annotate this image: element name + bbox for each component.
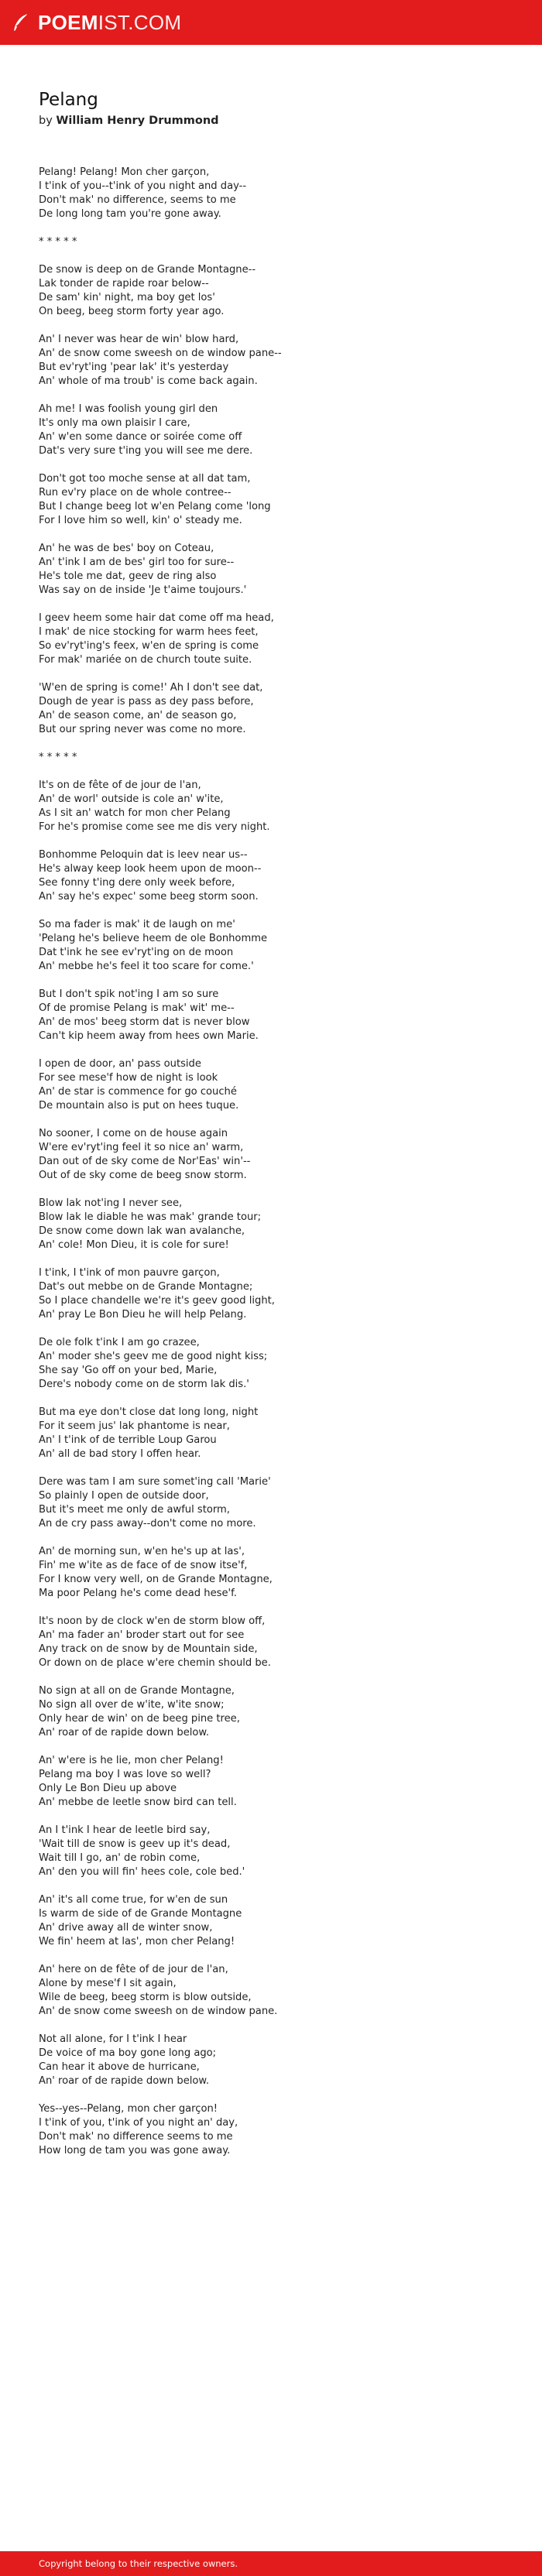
poem-line: Of de promise Pelang is mak' wit' me-- xyxy=(39,1002,235,1014)
poem-line: An' pray Le Bon Dieu he will help Pelang. xyxy=(39,1309,247,1321)
stanza xyxy=(39,2033,480,2088)
poem-line: * * * * * xyxy=(39,752,77,763)
poem-line: But it's meet me only de awful storm, xyxy=(39,1504,230,1516)
poem-line: An' de worl' outside is cole an' w'ite, xyxy=(39,793,224,805)
poem-line: I open de door, an' pass outside xyxy=(39,1058,201,1070)
poem-line: I t'ink of you--t'ink of you night and day-- xyxy=(39,180,247,192)
poem-line: * * * * * xyxy=(39,236,77,248)
poem-line: I mak' de nice stocking for warm hees feet, xyxy=(39,626,259,638)
stanza xyxy=(39,611,480,667)
stanza xyxy=(39,1684,480,1740)
poem-line: Or down on de place w'ere chemin should be. xyxy=(39,1657,271,1669)
poem-line: As I sit an' watch for mon cher Pelang xyxy=(39,807,231,819)
poem-line: Don't mak' no difference seems to me xyxy=(39,2131,233,2143)
poem-line: De mountain also is put on hees tuque. xyxy=(39,1100,239,1112)
quill-pen-icon xyxy=(11,12,31,33)
poem-line: An' t'ink I am de bes' girl too for sure-- xyxy=(39,557,235,568)
poem-line: Yes--yes--Pelang, mon cher garçon! xyxy=(39,2103,218,2115)
poem-line: I t'ink of you, t'ink of you night an' day, xyxy=(39,2117,238,2129)
author-link[interactable]: William Henry Drummond xyxy=(56,115,219,127)
stanza xyxy=(39,1127,480,1183)
stanza xyxy=(39,1057,480,1113)
stanza xyxy=(39,1406,480,1461)
poem-line: An' I t'ink of de terrible Loup Garou xyxy=(39,1434,217,1446)
poem-line: An' mebbe he's feel it too scare for come.' xyxy=(39,961,254,972)
poem-line: Only hear de win' on de beeg pine tree, xyxy=(39,1713,240,1725)
poem-line: Can hear it above de hurricane, xyxy=(39,2061,200,2073)
stanza xyxy=(39,542,480,598)
poem-line: Blow lak le diable he was mak' grande tour; xyxy=(39,1211,262,1223)
poem-line: No sign all over de w'ite, w'ite snow; xyxy=(39,1699,225,1711)
poem-line: Bonhomme Peloquin dat is leev near us-- xyxy=(39,849,248,861)
poem-line: Dat's out mebbe on de Grande Montagne; xyxy=(39,1281,253,1293)
stanza xyxy=(39,681,480,737)
poem-line: Only Le Bon Dieu up above xyxy=(39,1783,177,1794)
poem-line: Don't mak' no difference, seems to me xyxy=(39,194,236,206)
stanza xyxy=(39,235,480,249)
logo-bold-text: POEM xyxy=(38,11,98,34)
stanza xyxy=(39,1754,480,1810)
poem-line: An' drive away all de winter snow, xyxy=(39,1922,213,1934)
stanza xyxy=(39,848,480,904)
poem-line: An' roar of de rapide down below. xyxy=(39,1727,210,1738)
poem-line: An' all de bad story I offen hear. xyxy=(39,1448,201,1460)
poem-line: An' de morning sun, w'en he's up at las', xyxy=(39,1546,245,1557)
poem-line: An' moder she's geev me de good night kiss; xyxy=(39,1351,268,1362)
byline-prefix: by xyxy=(39,115,53,127)
poem-line: Dere was tam I am sure somet'ing call 'Marie' xyxy=(39,1476,271,1488)
site-logo[interactable] xyxy=(11,12,181,33)
poem-line: It's noon by de clock w'en de storm blow off, xyxy=(39,1615,266,1627)
poem-line: An' say he's expec' some beeg storm soon. xyxy=(39,891,259,903)
poem-line: Is warm de side of de Grande Montagne xyxy=(39,1908,242,1920)
poem-line: An' here on de fête of de jour de l'an, xyxy=(39,1964,228,1975)
poem-line: I geev heem some hair dat come off ma head, xyxy=(39,612,274,624)
stanza xyxy=(39,779,480,834)
stanza xyxy=(39,166,480,221)
poem-line: An' w'ere is he lie, mon cher Pelang! xyxy=(39,1755,224,1766)
poem-line: But I don't spik not'ing I am so sure xyxy=(39,988,219,1000)
poem-line: An de cry pass away--don't come no more. xyxy=(39,1518,256,1530)
poem-line: It's only ma own plaisir I care, xyxy=(39,417,190,429)
poem-line: Dan out of de sky come de Nor'Eas' win'-- xyxy=(39,1156,251,1167)
stanza xyxy=(39,918,480,974)
poem-line: An' de mos' beeg storm dat is never blow xyxy=(39,1016,250,1028)
stanza xyxy=(39,472,480,528)
stanza xyxy=(39,751,480,765)
poem-line: For I know very well, on de Grande Montagne, xyxy=(39,1574,273,1585)
poem-line: 'Wait till de snow is geev up it's dead, xyxy=(39,1838,231,1850)
poem-line: But ev'ryt'ing 'pear lak' it's yesterday xyxy=(39,361,229,373)
poem-line: But I change beeg lot w'en Pelang come 'long xyxy=(39,501,271,512)
stanza xyxy=(39,333,480,389)
stanza xyxy=(39,1824,480,1879)
poem-line: An I t'ink I hear de leetle bird say, xyxy=(39,1824,211,1836)
poem-line: We fin' heem at las', mon cher Pelang! xyxy=(39,1936,235,1947)
poem-line: Pelang ma boy I was love so well? xyxy=(39,1769,211,1780)
site-logo-text xyxy=(38,12,181,33)
stanza xyxy=(39,1963,480,2019)
poem-line: She say 'Go off on your bed, Marie, xyxy=(39,1365,218,1376)
poem-line: Dat t'ink he see ev'ryt'ing on de moon xyxy=(39,947,234,958)
poem-line: So I place chandelle we're it's geev good light, xyxy=(39,1295,275,1307)
poem-line: On beeg, beeg storm forty year ago. xyxy=(39,306,225,317)
poem-line: Dat's very sure t'ing you will see me dere. xyxy=(39,445,253,457)
stanza xyxy=(39,1893,480,1949)
poem-line: So ma fader is mak' it de laugh on me' xyxy=(39,919,235,930)
poem-line: De snow come down lak wan avalanche, xyxy=(39,1225,245,1237)
poem-body xyxy=(39,166,480,2158)
stanza xyxy=(39,2102,480,2158)
poem-title: Pelang xyxy=(39,90,98,110)
poem-line: Alone by mese'f I sit again, xyxy=(39,1978,177,1989)
poem-line: An' it's all come true, for w'en de sun xyxy=(39,1894,228,1906)
poem-line: Don't got too moche sense at all dat tam, xyxy=(39,473,251,485)
poem-line: 'Pelang he's believe heem de ole Bonhomme xyxy=(39,933,268,944)
poem-line: De voice of ma boy gone long ago; xyxy=(39,2047,217,2059)
poem-line: Ma poor Pelang he's come dead hese'f. xyxy=(39,1588,237,1599)
poem-line: Wait till I go, an' de robin come, xyxy=(39,1852,201,1864)
logo-light-text: IST.COM xyxy=(98,11,182,34)
stanza xyxy=(39,1475,480,1531)
poem-content xyxy=(0,45,480,2158)
poem-line: So plainly I open de outside door, xyxy=(39,1490,209,1502)
poem-line: Wile de beeg, beeg storm is blow outside, xyxy=(39,1992,252,2003)
poem-line: An' whole of ma troub' is come back again. xyxy=(39,375,258,387)
poem-line: 'W'en de spring is come!' Ah I don't see dat, xyxy=(39,682,263,694)
poem-line: For it seem jus' lak phantome is near, xyxy=(39,1420,230,1432)
poem-line: Blow lak not'ing I never see, xyxy=(39,1197,183,1209)
poem-line: Run ev'ry place on de whole contree-- xyxy=(39,487,232,498)
poem-line: No sooner, I come on de house again xyxy=(39,1128,228,1139)
copyright-text: Copyright belong to their respective owners. xyxy=(39,2558,238,2569)
poem-line: An' roar of de rapide down below. xyxy=(39,2075,210,2087)
poem-line: But ma eye don't close dat long long, night xyxy=(39,1406,259,1418)
poem-line: An' de season come, an' de season go, xyxy=(39,710,237,721)
poem-line: Fin' me w'ite as de face of de snow itse'f, xyxy=(39,1560,248,1571)
poem-line: Out of de sky come de beeg snow storm. xyxy=(39,1170,247,1181)
stanza xyxy=(39,1336,480,1392)
footer xyxy=(0,2551,542,2576)
poem-line: No sign at all on de Grande Montagne, xyxy=(39,1685,235,1697)
poem-line: Can't kip heem away from hees own Marie. xyxy=(39,1030,259,1042)
stanza xyxy=(39,263,480,319)
poem-line: Any track on de snow by de Mountain side, xyxy=(39,1643,258,1655)
byline xyxy=(39,113,480,128)
stanza xyxy=(39,1266,480,1322)
poem-line: Not all alone, for I t'ink I hear xyxy=(39,2033,187,2045)
stanza xyxy=(39,1197,480,1252)
top-bar xyxy=(0,0,542,45)
stanza xyxy=(39,402,480,458)
poem-line: An' den you will fin' hees cole, cole bed.' xyxy=(39,1866,245,1878)
stanza xyxy=(39,988,480,1043)
stanza xyxy=(39,1615,480,1670)
poem-line: But our spring never was come no more. xyxy=(39,724,246,735)
poem-line: So ev'ryt'ing's feex, w'en de spring is come xyxy=(39,640,259,652)
poem-line: De ole folk t'ink I am go crazee, xyxy=(39,1337,200,1348)
stanza xyxy=(39,1545,480,1601)
poem-line: An' w'en some dance or soirée come off xyxy=(39,431,242,443)
poem-line: Pelang! Pelang! Mon cher garçon, xyxy=(39,166,210,178)
poem-line: For see mese'f how de night is look xyxy=(39,1072,218,1084)
poem-line: He's alway keep look heem upon de moon-- xyxy=(39,863,262,875)
poem-line: De snow is deep on de Grande Montagne-- xyxy=(39,264,256,276)
poem-line: How long de tam you was gone away. xyxy=(39,2145,231,2156)
poem-line: De sam' kin' night, ma boy get los' xyxy=(39,292,215,303)
poem-line: An' de snow come sweesh on de window pane-- xyxy=(39,348,282,359)
poem-line: It's on de fête of de jour de l'an, xyxy=(39,779,201,791)
poem-line: De long long tam you're gone away. xyxy=(39,208,221,220)
poem-line: An' mebbe de leetle snow bird can tell. xyxy=(39,1797,237,1808)
poem-line: Was say on de inside 'Je t'aime toujours.' xyxy=(39,584,247,596)
poem-line: For I love him so well, kin' o' steady me. xyxy=(39,515,242,526)
poem-line: Ah me! I was foolish young girl den xyxy=(39,403,218,415)
poem-line: An' I never was hear de win' blow hard, xyxy=(39,334,239,345)
poem-line: Dough de year is pass as dey pass before, xyxy=(39,696,254,707)
poem-line: Lak tonder de rapide roar below-- xyxy=(39,278,209,289)
poem-line: Dere's nobody come on de storm lak dis.' xyxy=(39,1379,249,1390)
poem-line: See fonny t'ing dere only week before, xyxy=(39,877,235,889)
poem-line: An' de star is commence for go couché xyxy=(39,1086,237,1098)
poem-line: An' de snow come sweesh on de window pane. xyxy=(39,2006,278,2017)
poem-line: W'ere ev'ryt'ing feel it so nice an' warm, xyxy=(39,1142,244,1153)
poem-line: For mak' mariée on de church toute suite. xyxy=(39,654,252,666)
poem-line: An' he was de bes' boy on Coteau, xyxy=(39,543,214,554)
poem-line: An' cole! Mon Dieu, it is cole for sure! xyxy=(39,1239,229,1251)
poem-line: I t'ink, I t'ink of mon pauvre garçon, xyxy=(39,1267,220,1279)
poem-line: For he's promise come see me dis very night. xyxy=(39,821,270,833)
poem-line: He's tole me dat, geev de ring also xyxy=(39,570,217,582)
poem-line: An' ma fader an' broder start out for see xyxy=(39,1629,245,1641)
